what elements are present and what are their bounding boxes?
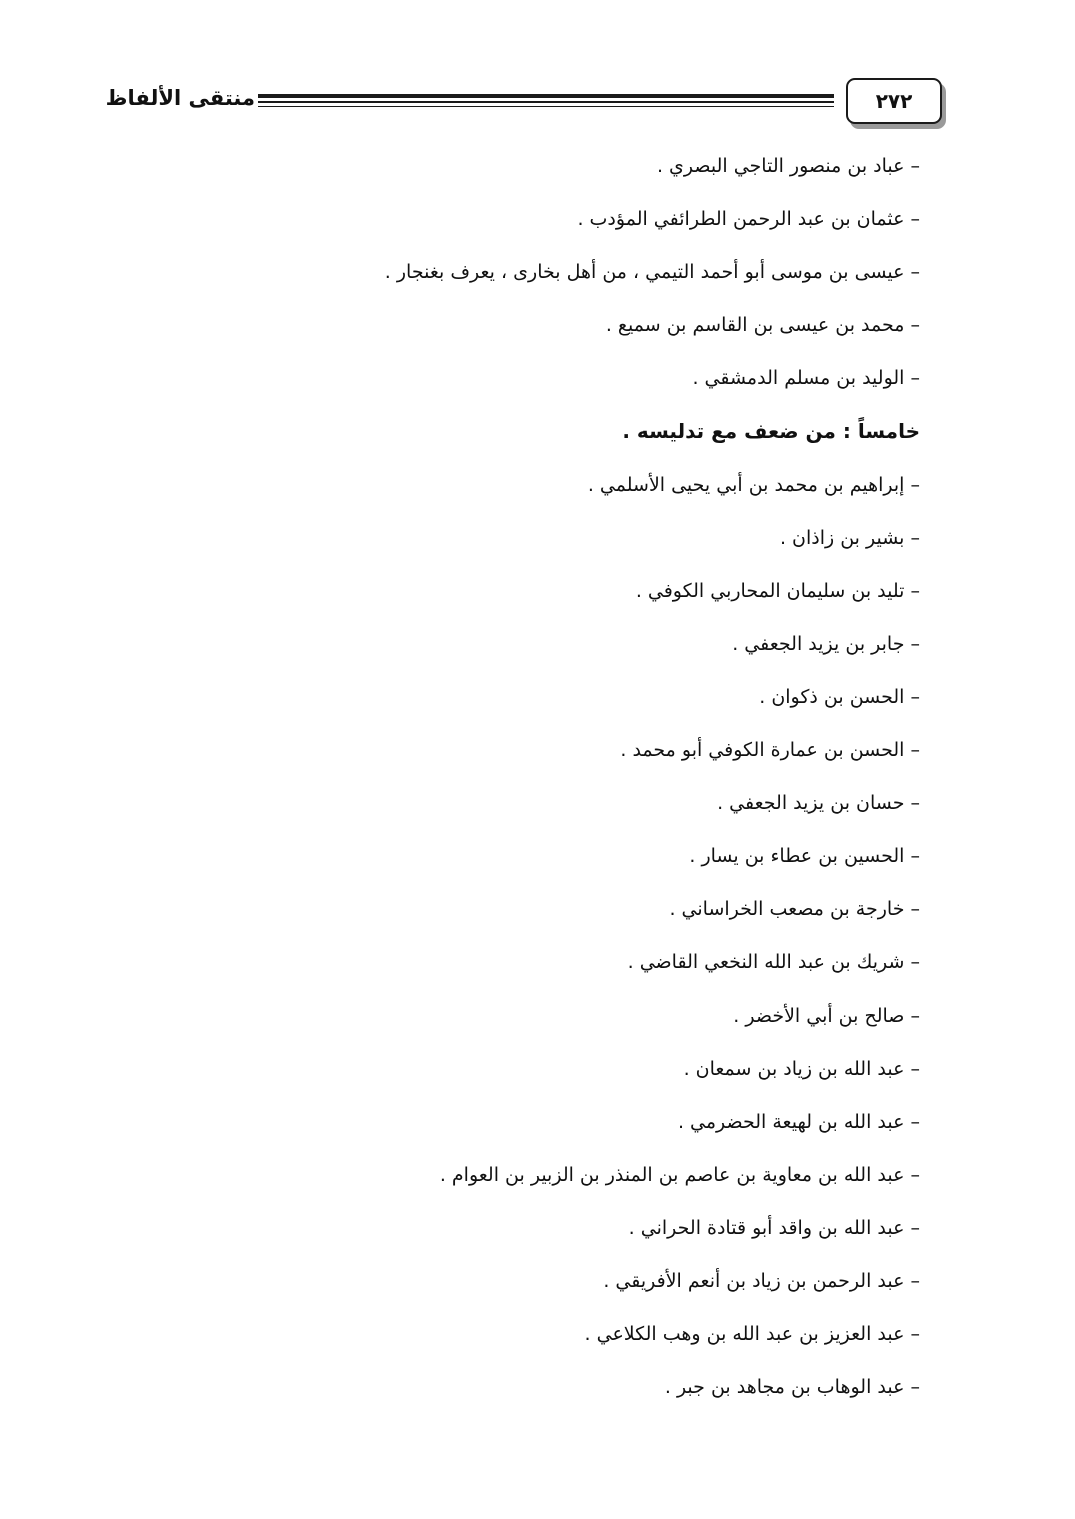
list-item: – عبد الله بن معاوية بن عاصم بن المنذر بن الزبير بن العوام .: [439, 1163, 920, 1186]
list-item: – عيسى بن موسى أبو أحمد التيمي ، من أهل بخارى ، يعرف بغنجار .: [384, 261, 920, 284]
list-item: – إبراهيم بن محمد بن أبي يحيى الأسلمي .: [587, 473, 920, 496]
page-body: [120, 140, 920, 1414]
list-item: – عبد الله بن زياد بن سمعان .: [683, 1057, 920, 1080]
header-rule-medium: [258, 101, 834, 103]
section-heading: خامساً : من ضعف مع تدليسه .: [622, 419, 920, 444]
list-item: – شريك بن عبد الله النخعي القاضي .: [627, 951, 920, 974]
list-item: – خارجة بن مصعب الخراساني .: [669, 898, 920, 921]
list-item: – صالح بن أبي الأخضر .: [733, 1004, 920, 1027]
list-item: – تليد بن سليمان المحاربي الكوفي .: [635, 579, 920, 602]
list-item: – عثمان بن عبد الرحمن الطرائفي المؤدب .: [577, 208, 920, 231]
list-item: – محمد بن عيسى بن القاسم بن سميع .: [605, 314, 920, 337]
list-item: – حسان بن يزيد الجعفي .: [717, 792, 920, 815]
list-item: – عبد الوهاب بن مجاهد بن جبر .: [664, 1376, 920, 1399]
list-item: – عبد الله بن لهيعة الحضرمي .: [677, 1110, 920, 1133]
list-item: – الحسين بن عطاء بن يسار .: [689, 845, 920, 868]
list-item: – جابر بن يزيد الجعفي .: [732, 632, 920, 655]
list-item: – عبد الله بن واقد أبو قتادة الحراني .: [628, 1216, 920, 1239]
list-item: – عبد الرحمن بن زياد بن أنعم الأفريقي .: [603, 1269, 920, 1292]
list-item: – بشير بن زاذان .: [779, 526, 920, 549]
page-number-box: [846, 78, 942, 124]
page-number: ٢٧٢: [875, 89, 913, 113]
list-item: – الحسن بن عمارة الكوفي أبو محمد .: [620, 739, 920, 762]
header-divider: [258, 92, 834, 110]
list-item: – الحسن بن ذكوان .: [759, 685, 920, 708]
list-item: – عباد بن منصور التاجي البصري .: [656, 155, 920, 177]
book-title: منتقى الألفاظ: [105, 86, 255, 110]
header-rule-thin: [258, 106, 834, 107]
list-item: – عبد العزيز بن عبد الله بن وهب الكلاعي .: [584, 1323, 920, 1346]
page-header: [0, 70, 1075, 140]
header-rule-thick: [258, 94, 834, 98]
list-item: – الوليد بن مسلم الدمشقي .: [692, 367, 920, 390]
